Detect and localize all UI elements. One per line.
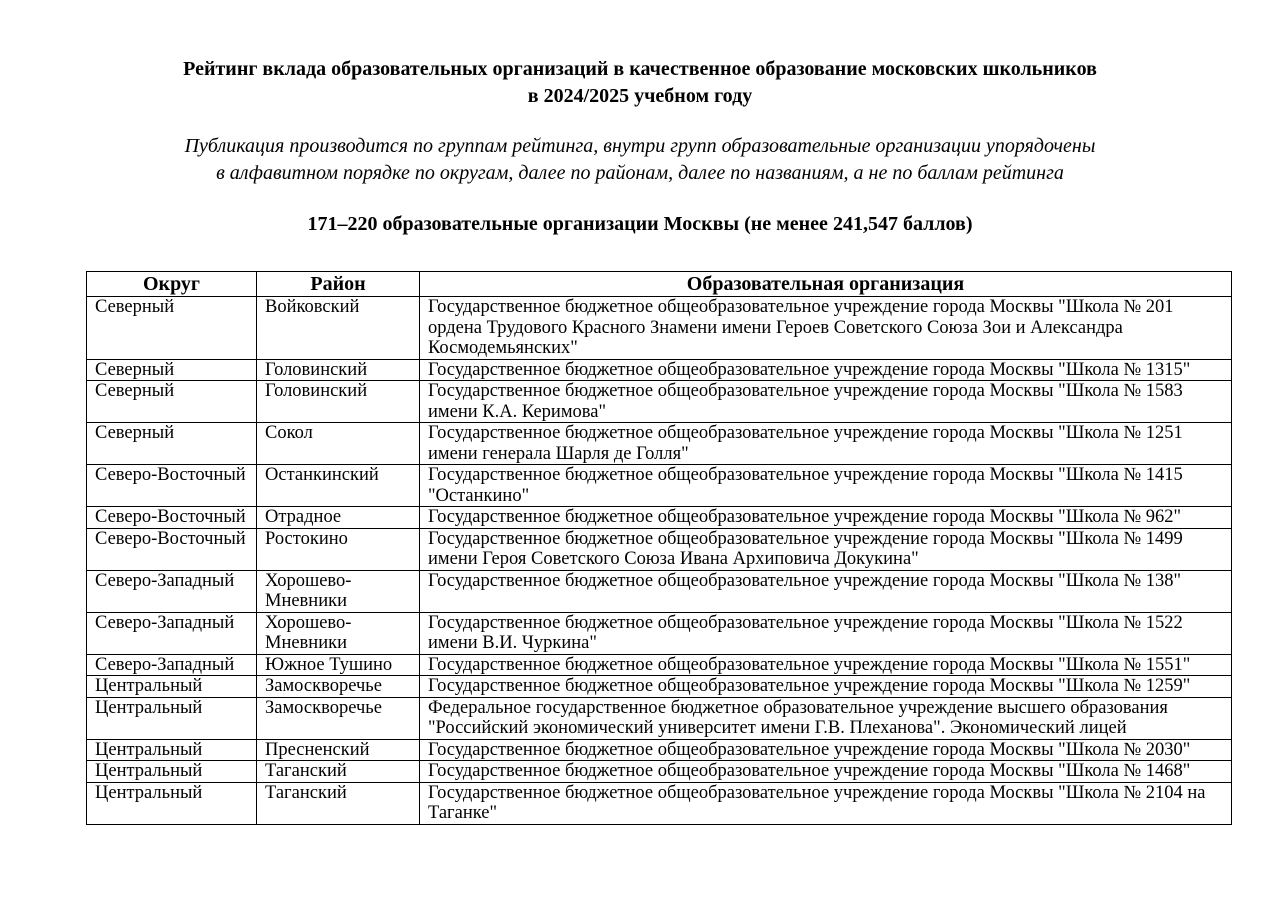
rayon-cell: Пресненский [257,739,420,761]
organization-cell: Государственное бюджетное общеобразовательное учреждение города Москвы "Школа № 1415 "Останкино" [420,465,1232,507]
organization-cell: Государственное бюджетное общеобразовательное учреждение города Москвы "Школа № 1522 имени В.И. Чуркина" [420,612,1232,654]
organization-cell: Государственное бюджетное общеобразовательное учреждение города Москвы "Школа № 1551" [420,654,1232,676]
document-title-line-1: Рейтинг вклада образовательных организаций в качественное образование московских школьников [183,58,1097,80]
okrug-cell: Северный [87,423,257,465]
okrug-cell: Северный [87,297,257,360]
organization-cell: Государственное бюджетное общеобразовательное учреждение города Москвы "Школа № 201 ордена Трудового Красного Знамени имени Героев Советского Союза Зои и Александра Космодемьянских" [420,297,1232,360]
organization-cell: Государственное бюджетное общеобразовательное учреждение города Москвы "Школа № 1583 имени К.А. Керимова" [420,381,1232,423]
table-row [87,570,1232,612]
okrug-cell: Северный [87,381,257,423]
rayon-cell: Головинский [257,359,420,381]
column-header-rayon: Район [257,272,420,297]
organizations-table [86,271,1232,825]
table-row [87,297,1232,360]
rayon-cell: Ростокино [257,528,420,570]
organization-cell: Государственное бюджетное общеобразовательное учреждение города Москвы "Школа № 2104 на Таганке" [420,782,1232,824]
table-row [87,528,1232,570]
okrug-cell: Северо-Восточный [87,465,257,507]
rayon-cell: Таганский [257,782,420,824]
organization-cell: Государственное бюджетное общеобразовательное учреждение города Москвы "Школа № 2030" [420,739,1232,761]
rayon-cell: Отрадное [257,507,420,529]
rayon-cell: Замоскворечье [257,676,420,698]
okrug-cell: Центральный [87,697,257,739]
rayon-cell: Головинский [257,381,420,423]
table-row [87,359,1232,381]
rayon-cell: Войковский [257,297,420,360]
okrug-cell: Северо-Восточный [87,507,257,529]
publication-note-line-1: Публикация производится по группам рейтинга, внутри групп образовательные организации упорядочены [184,135,1096,157]
table-header-row [87,272,1232,297]
organization-cell: Государственное бюджетное общеобразовательное учреждение города Москвы "Школа № 1468" [420,761,1232,783]
okrug-cell: Центральный [87,761,257,783]
organization-cell: Государственное бюджетное общеобразовательное учреждение города Москвы "Школа № 1499 имени Героя Советского Союза Ивана Архиповича Докукина" [420,528,1232,570]
okrug-cell: Центральный [87,739,257,761]
rayon-cell: Хорошево- Мневники [257,612,420,654]
rayon-cell: Таганский [257,761,420,783]
rayon-cell: Сокол [257,423,420,465]
rayon-cell: Останкинский [257,465,420,507]
okrug-cell: Северо-Западный [87,612,257,654]
organization-cell: Федеральное государственное бюджетное образовательное учреждение высшего образования "Российский экономический университет имени Г.В. Плеханова". Экономический лицей [420,697,1232,739]
document-title-line-2: в 2024/2025 учебном году [527,85,753,107]
table-row [87,739,1232,761]
publication-note [0,133,1280,187]
table-row [87,381,1232,423]
table-row [87,465,1232,507]
table-row [87,507,1232,529]
okrug-cell: Северный [87,359,257,381]
table-row [87,654,1232,676]
organization-cell: Государственное бюджетное общеобразовательное учреждение города Москвы "Школа № 138" [420,570,1232,612]
table-row [87,697,1232,739]
column-header-organization: Образовательная организация [420,272,1232,297]
organization-cell: Государственное бюджетное общеобразовательное учреждение города Москвы "Школа № 1251 имени генерала Шарля де Голля" [420,423,1232,465]
organization-cell: Государственное бюджетное общеобразовательное учреждение города Москвы "Школа № 1315" [420,359,1232,381]
table-row [87,423,1232,465]
organization-cell: Государственное бюджетное общеобразовательное учреждение города Москвы "Школа № 1259" [420,676,1232,698]
column-header-okrug: Округ [87,272,257,297]
rating-group-heading: 171–220 образовательные организации Москвы (не менее 241,547 баллов) [307,213,973,235]
publication-note-line-2: в алфавитном порядке по округам, далее по районам, далее по названиям, а не по баллам рейтинга [216,162,1064,184]
table-row [87,676,1232,698]
okrug-cell: Северо-Восточный [87,528,257,570]
okrug-cell: Центральный [87,782,257,824]
rayon-cell: Замоскворечье [257,697,420,739]
table-row [87,761,1232,783]
organization-cell: Государственное бюджетное общеобразовательное учреждение города Москвы "Школа № 962" [420,507,1232,529]
table-row [87,782,1232,824]
table-row [87,612,1232,654]
okrug-cell: Северо-Западный [87,570,257,612]
rayon-cell: Хорошево- Мневники [257,570,420,612]
okrug-cell: Центральный [87,676,257,698]
okrug-cell: Северо-Западный [87,654,257,676]
document-title [0,56,1280,110]
rayon-cell: Южное Тушино [257,654,420,676]
